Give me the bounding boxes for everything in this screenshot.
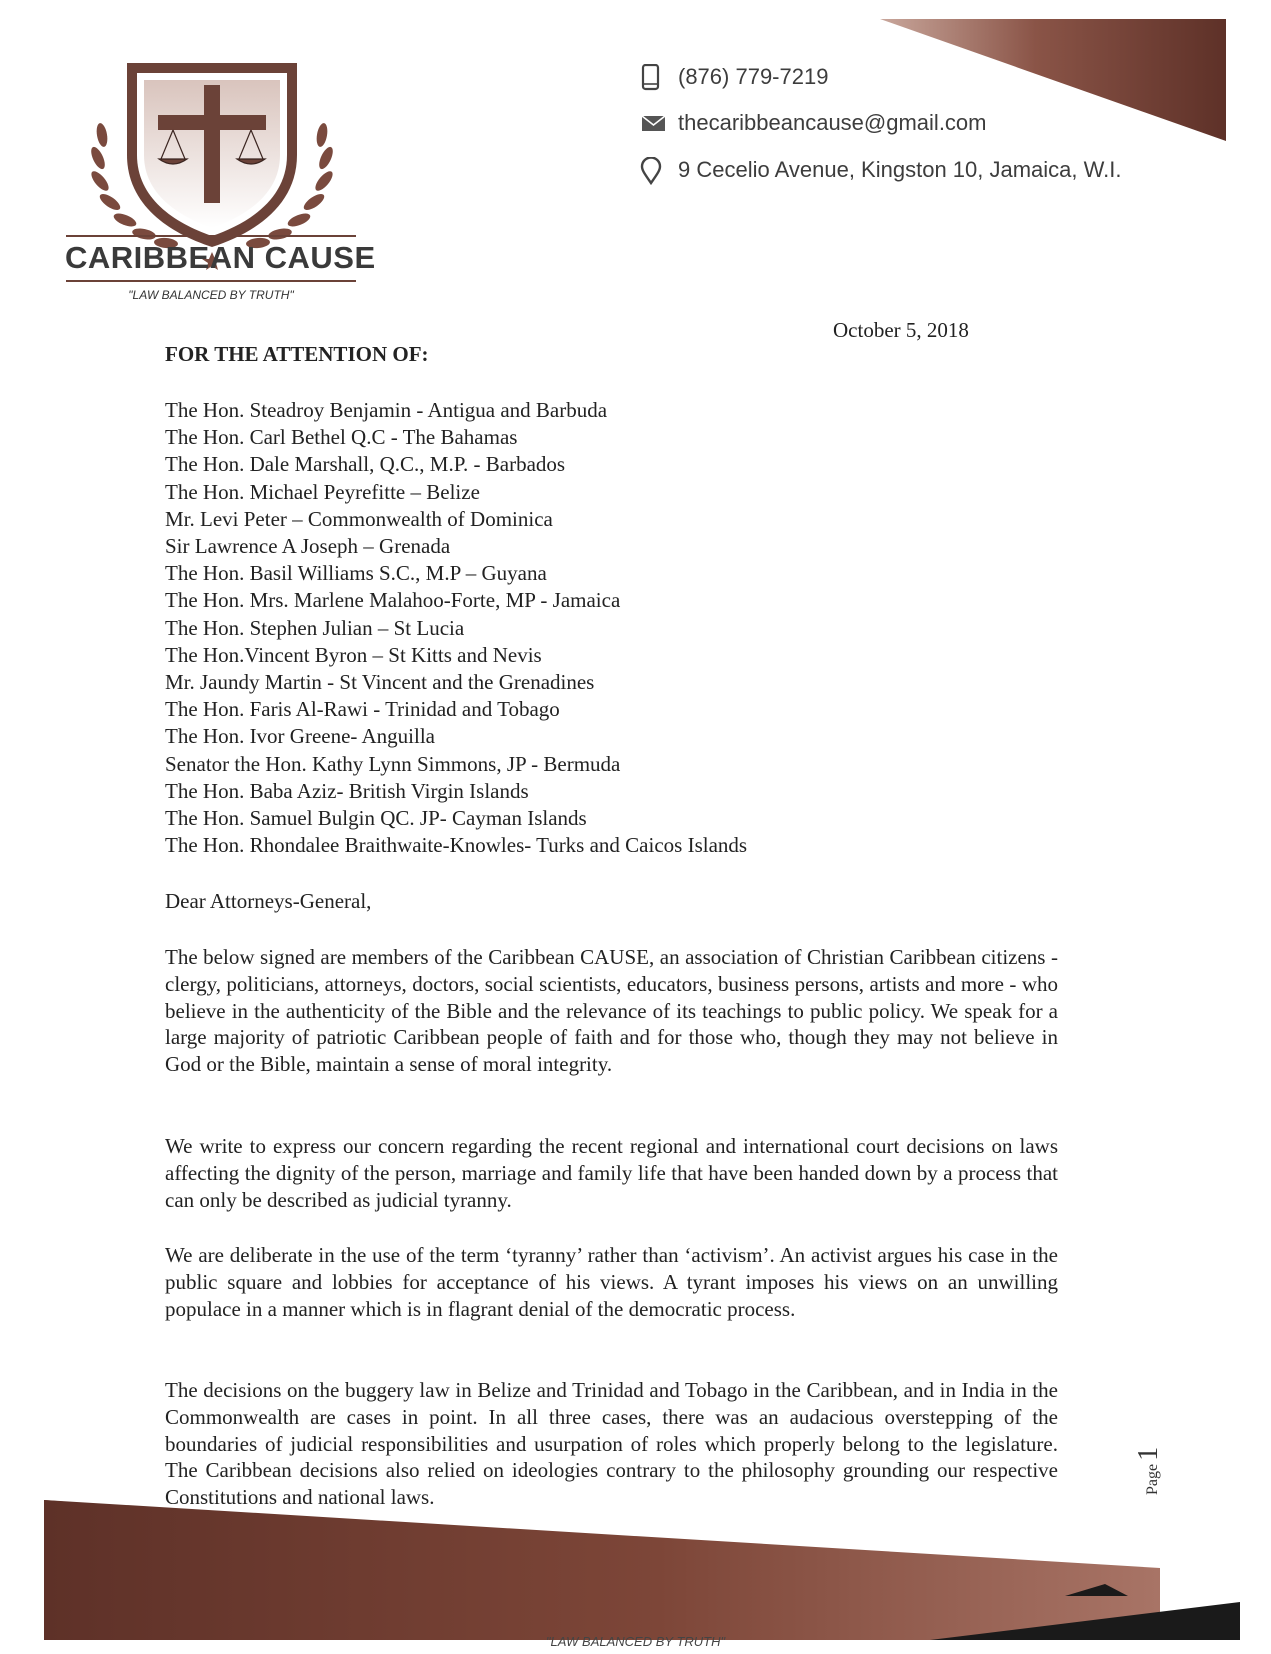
body-paragraph: We are deliberate in the use of the term ‘tyranny’ rather than ‘activism’. An activist argues his case in the public square and lobbies for acceptance of his views. A tyrant imposes his views on an unwilling populace in a manner which is in flagrant denial of the democratic process.	[165, 1243, 1058, 1321]
addressee: Mr. Jaundy Martin - St Vincent and the Grenadines	[165, 670, 595, 695]
addressee: The Hon.Vincent Byron – St Kitts and Nevis	[165, 642, 542, 667]
letter-date: October 5, 2018	[833, 318, 969, 342]
addressee: Senator the Hon. Kathy Lynn Simmons, JP - Bermuda	[165, 751, 621, 776]
body-paragraph: The below signed are members of the Caribbean CAUSE, an association of Christian Caribbean citizens - clergy, politicians, attorneys, doctors, social scientists, educators, business persons, artists and more - who believe in the authenticity of the Bible and the relevance of its teachings to public policy. We speak for a large majority of patriotic Caribbean people of faith and for those who, though they may not believe in God or the Bible, maintain a sense of moral integrity.	[165, 945, 1058, 1077]
body-paragraph: We write to express our concern regarding the recent regional and international court decisions on laws affecting the dignity of the person, marriage and family life that have been handed down by a process that can only be described as judicial tyranny.	[165, 1134, 1058, 1212]
attention-heading: FOR THE ATTENTION OF:	[165, 342, 429, 366]
mobile-phone-icon	[640, 64, 662, 92]
addressee: The Hon. Ivor Greene- Anguilla	[165, 724, 435, 749]
logo-rule-top	[66, 235, 356, 237]
page-number-value: 1	[1133, 1446, 1164, 1461]
addressee: The Hon. Mrs. Marlene Malahoo-Forte, MP - Jamaica	[165, 588, 621, 613]
addressee: The Hon. Faris Al-Rawi - Trinidad and Tobago	[165, 697, 560, 722]
organization-name: CARIBBEAN CAUSE	[65, 240, 376, 275]
footer-decoration	[0, 1500, 1271, 1640]
addressee: The Hon. Steadroy Benjamin - Antigua and Barbuda	[165, 398, 608, 422]
map-pin-icon	[640, 157, 662, 185]
email-address: thecaribbeancause@gmail.com	[678, 110, 987, 135]
addressee-list	[165, 397, 747, 859]
addressee: Sir Lawrence A Joseph – Grenada	[165, 534, 451, 559]
addressee: The Hon. Carl Bethel Q.C - The Bahamas	[165, 425, 518, 450]
addressee: The Hon. Michael Peyrefitte – Belize	[165, 479, 480, 504]
logo-rule-bottom	[66, 280, 356, 282]
page-number	[1133, 1415, 1173, 1495]
addressee: The Hon. Dale Marshall, Q.C., M.P. - Barbados	[165, 452, 566, 477]
addressee: Mr. Levi Peter – Commonwealth of Dominica	[165, 506, 553, 531]
page-label: Page	[1144, 1463, 1161, 1495]
phone-number: (876) 779-7219	[678, 64, 829, 89]
salutation: Dear Attorneys-General,	[165, 889, 372, 913]
addressee: The Hon. Rhondalee Braithwaite-Knowles- Turks and Caicos Islands	[165, 833, 748, 858]
addressee: The Hon. Samuel Bulgin QC. JP- Cayman Islands	[165, 806, 587, 831]
addressee: The Hon. Baba Aziz- British Virgin Islands	[165, 778, 529, 803]
organization-tagline: "LAW BALANCED BY TRUTH"	[128, 288, 294, 302]
footer-tagline: "LAW BALANCED BY TRUTH"	[545, 1634, 726, 1646]
envelope-icon	[640, 110, 668, 136]
addressee: The Hon. Basil Williams S.C., M.P – Guyana	[165, 561, 547, 586]
street-address: 9 Cecelio Avenue, Kingston 10, Jamaica, W.I.	[678, 157, 1122, 182]
cross-icon	[204, 85, 220, 203]
body-paragraph: The decisions on the buggery law in Belize and Trinidad and Tobago in the Caribbean, and in India in the Commonwealth are cases in point. In all three cases, there was an audacious overstepping of the boundaries of judicial responsibilities and usurpation of roles which properly belong to the legislature. The Caribbean decisions also relied on ideologies contrary to the philosophy grounding our respective Constitutions and national laws.	[165, 1378, 1058, 1510]
addressee: The Hon. Stephen Julian – St Lucia	[165, 615, 465, 640]
